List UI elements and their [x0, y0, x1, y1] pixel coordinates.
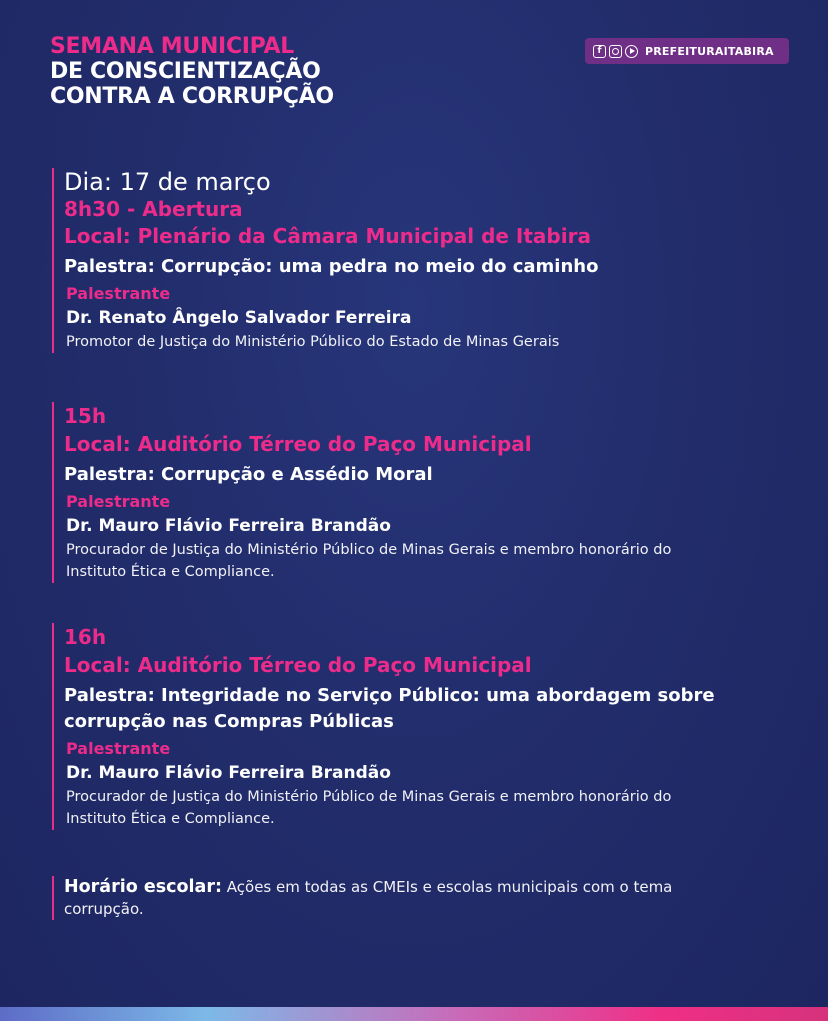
session-1: [52, 168, 754, 353]
facebook-icon: f: [593, 45, 606, 58]
speaker-label: Palestrante: [66, 284, 171, 303]
social-handle: PREFEITURAITABIRA: [645, 44, 774, 58]
speaker-role: Promotor de Justiça do Ministério Público do Estado de Minas Gerais: [66, 334, 560, 350]
title-line-3: CONTRA A CORRUPÇÃO: [50, 84, 334, 109]
school-hours-note: [52, 876, 734, 920]
session-talk: Palestra: Corrupção: uma pedra no meio do caminho: [64, 256, 599, 277]
instagram-icon: [609, 45, 622, 58]
session-2: [52, 402, 704, 583]
session-location: Local: Auditório Térreo do Paço Municipal: [64, 653, 532, 677]
speaker-label: Palestrante: [66, 739, 171, 758]
session-time: 15h: [64, 404, 107, 428]
speaker-name: Dr. Renato Ângelo Salvador Ferreira: [66, 308, 412, 328]
youtube-icon: [625, 45, 638, 58]
session-time: 8h30 - Abertura: [64, 197, 243, 221]
session-talk: Palestra: Integridade no Serviço Público: uma abordagem sobre corrupção nas Compras Públicas: [64, 685, 715, 732]
speaker-role: Procurador de Justiça do Ministério Público de Minas Gerais e membro honorário do Instituto Ética e Compliance.: [66, 542, 672, 580]
school-hours-label: Horário escolar:: [64, 877, 222, 897]
session-time: 16h: [64, 625, 107, 649]
session-location: Local: Auditório Térreo do Paço Municipal: [64, 432, 532, 456]
speaker-label: Palestrante: [66, 492, 171, 511]
school-hours-text: Ações em todas as CMEIs e escolas municipais com o tema corrupção.: [64, 878, 673, 918]
title-line-1: SEMANA MUNICIPAL: [50, 34, 294, 59]
event-title: [50, 34, 334, 109]
session-day: Dia: 17 de março: [64, 168, 271, 196]
session-location: Local: Plenário da Câmara Municipal de Itabira: [64, 224, 591, 248]
speaker-name: Dr. Mauro Flávio Ferreira Brandão: [66, 763, 391, 783]
session-talk: Palestra: Corrupção e Assédio Moral: [64, 464, 433, 485]
decorative-gradient-bar: [0, 1007, 828, 1021]
social-badge[interactable]: [585, 38, 789, 64]
session-3: [52, 623, 754, 830]
speaker-name: Dr. Mauro Flávio Ferreira Brandão: [66, 516, 391, 536]
title-line-2: DE CONSCIENTIZAÇÃO: [50, 59, 321, 84]
speaker-role: Procurador de Justiça do Ministério Público de Minas Gerais e membro honorário do Instituto Ética e Compliance.: [66, 789, 672, 827]
